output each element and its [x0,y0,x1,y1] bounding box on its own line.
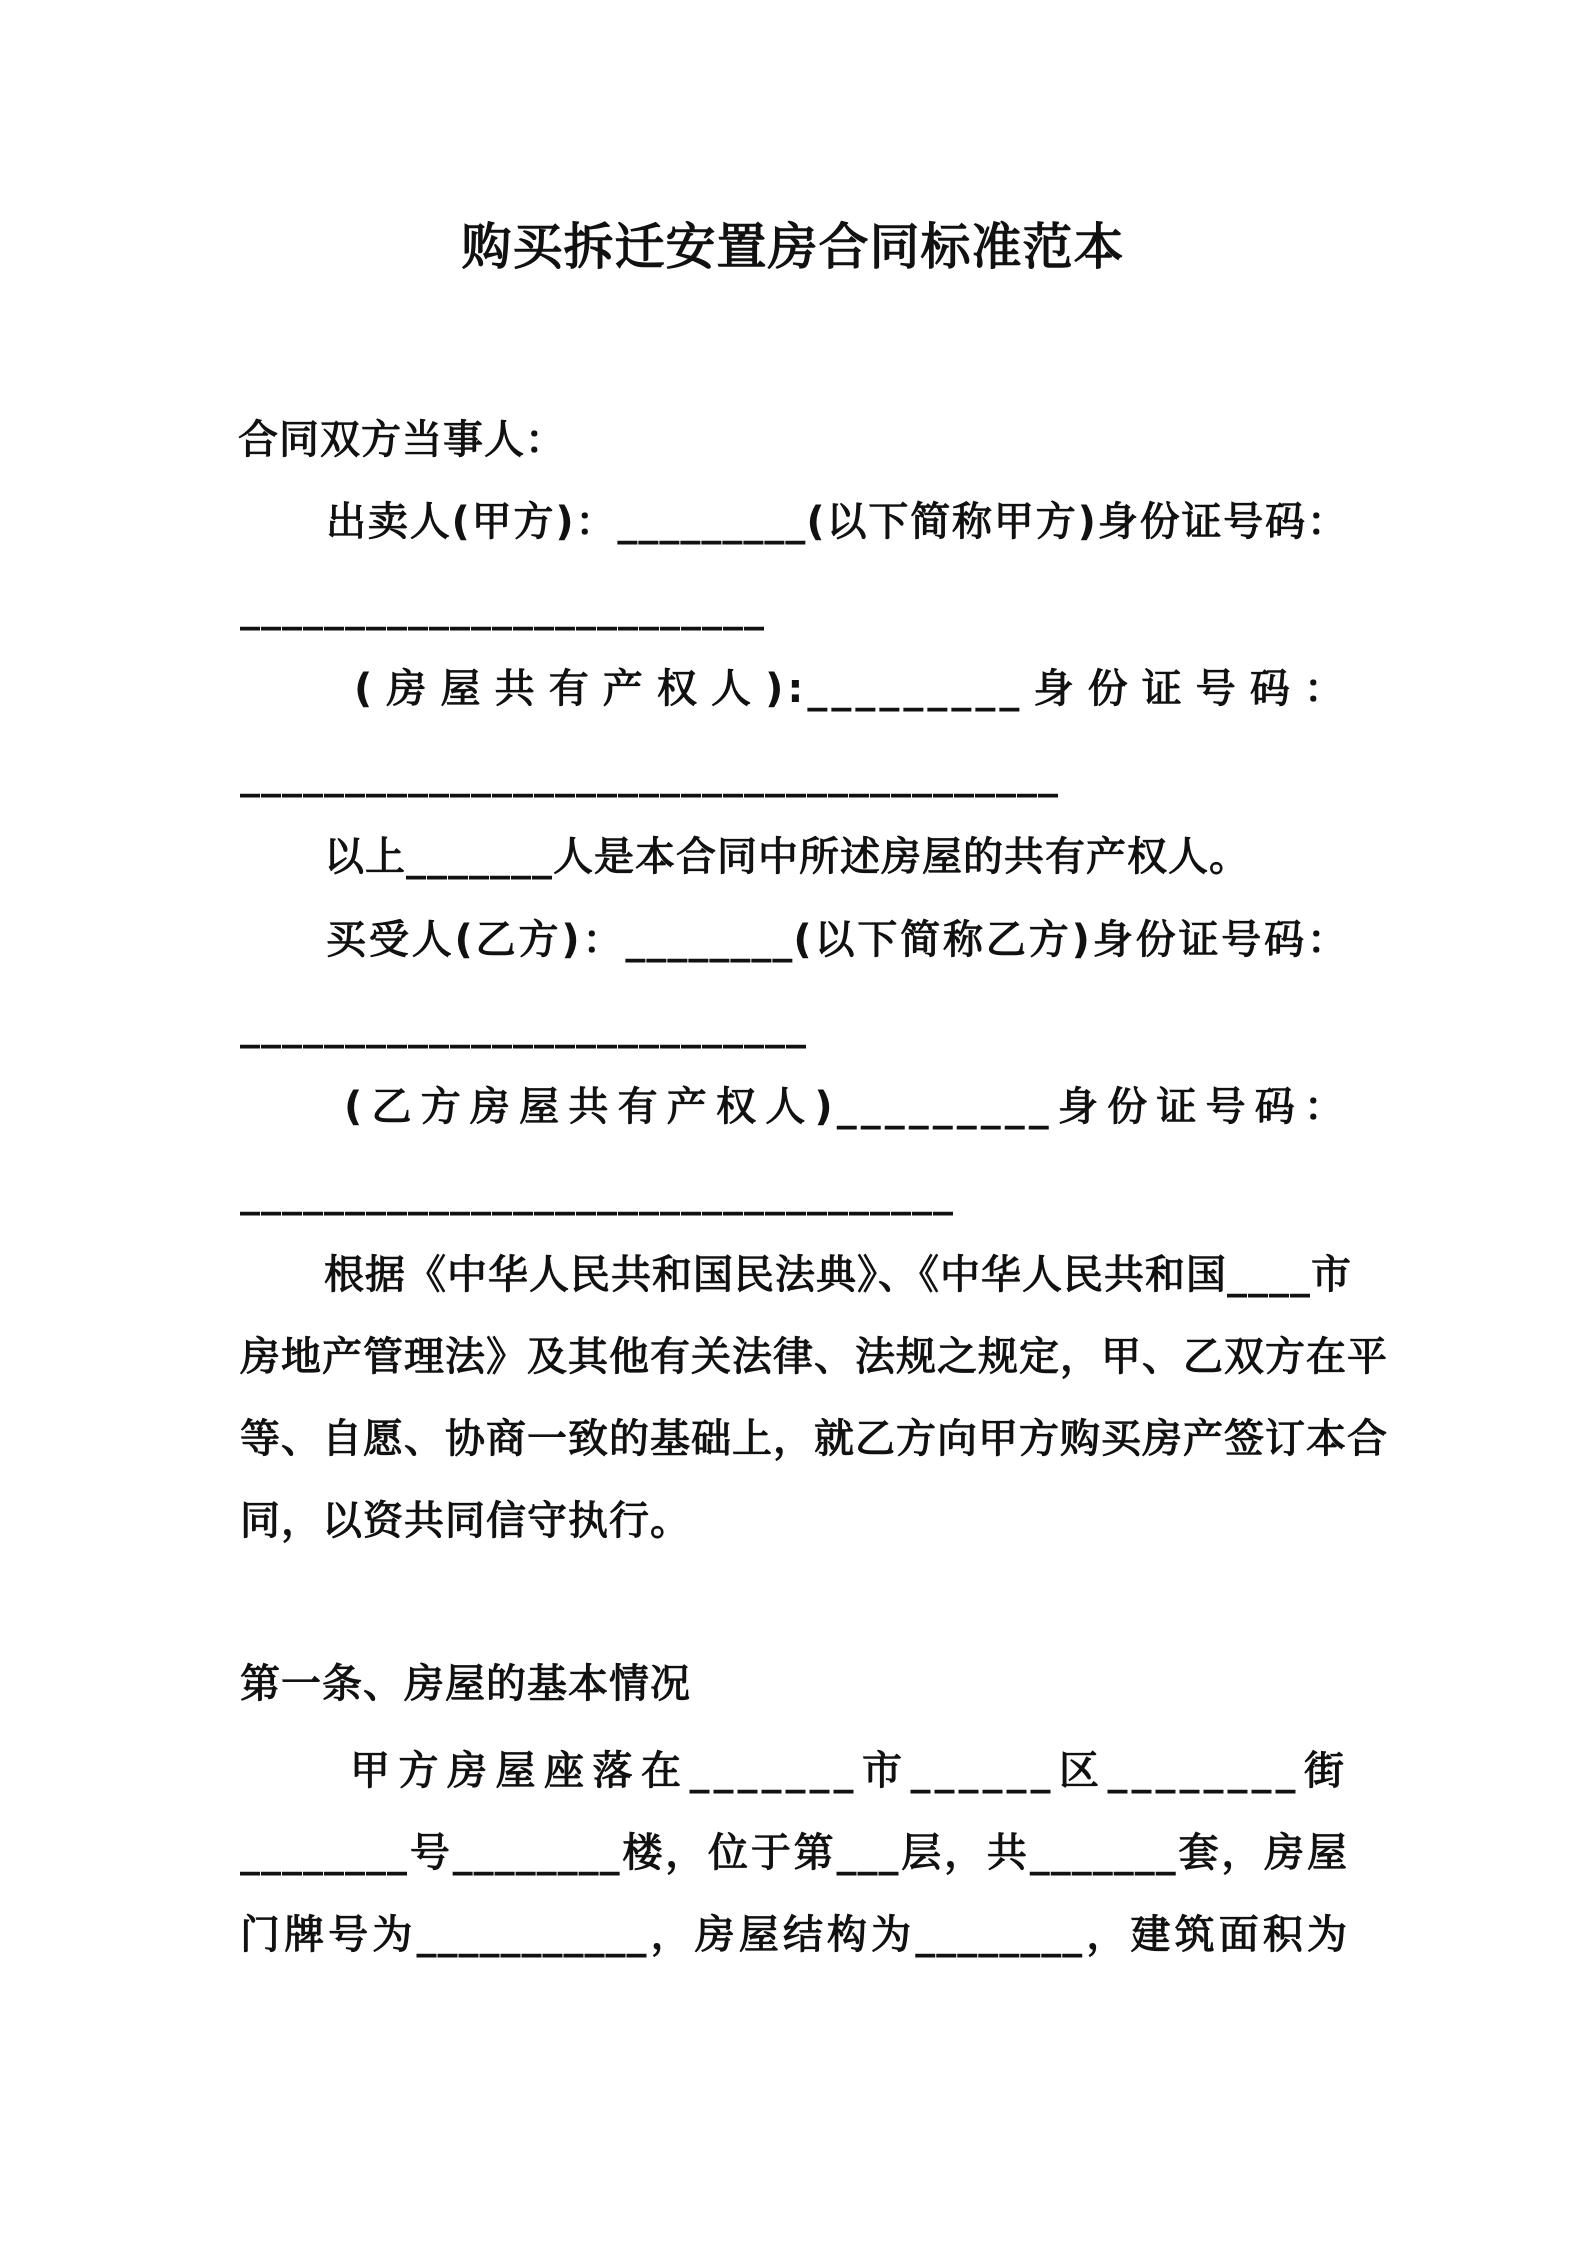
seller-coowner-id-blank: _______________________________________ [240,752,1059,798]
coowner-count-line: 以上_______人是本合同中所述房屋的共有产权人。 [324,834,1250,880]
article-1-heading: 第一条、房屋的基本情况 [240,1661,691,1707]
seller-coowner-line: (房屋共有产权人):_________身份证号码： [354,666,1348,712]
article-1-line-1: 甲方房屋座落在_______市______区________街 [350,1748,1348,1794]
seller-line: 出卖人(甲方)：_________(以下简称甲方)身份证号码： [326,499,1348,545]
buyer-line: 买受人(乙方)：________(以下简称乙方)身份证号码： [326,917,1348,963]
seller-id-blank: _________________________ [240,585,765,631]
buyer-coowner-id-blank: __________________________________ [240,1170,954,1216]
basis-paragraph-line-4: 同，以资共同信守执行。 [240,1498,691,1544]
basis-paragraph-line-3: 等、自愿、协商一致的基础上，就乙方向甲方购买房产签订本合 [240,1416,1388,1462]
parties-heading: 合同双方当事人： [238,417,566,463]
buyer-coowner-line: (乙方房屋共有产权人)_________身份证号码： [344,1084,1348,1130]
document-title: 购买拆迁安置房合同标准范本 [461,218,1125,276]
basis-paragraph-line-1: 根据《中华人民共和国民法典》、《中华人民共和国____市 [324,1252,1352,1298]
article-1-line-2: ________号________楼，位于第___层，共_______套，房屋 [240,1830,1348,1876]
article-1-line-3: 门牌号为___________，房屋结构为________，建筑面积为 [240,1912,1348,1958]
buyer-id-blank: ___________________________ [240,1003,807,1049]
basis-paragraph-line-2: 房地产管理法》及其他有关法律、法规之规定，甲、乙双方在平 [240,1334,1388,1380]
